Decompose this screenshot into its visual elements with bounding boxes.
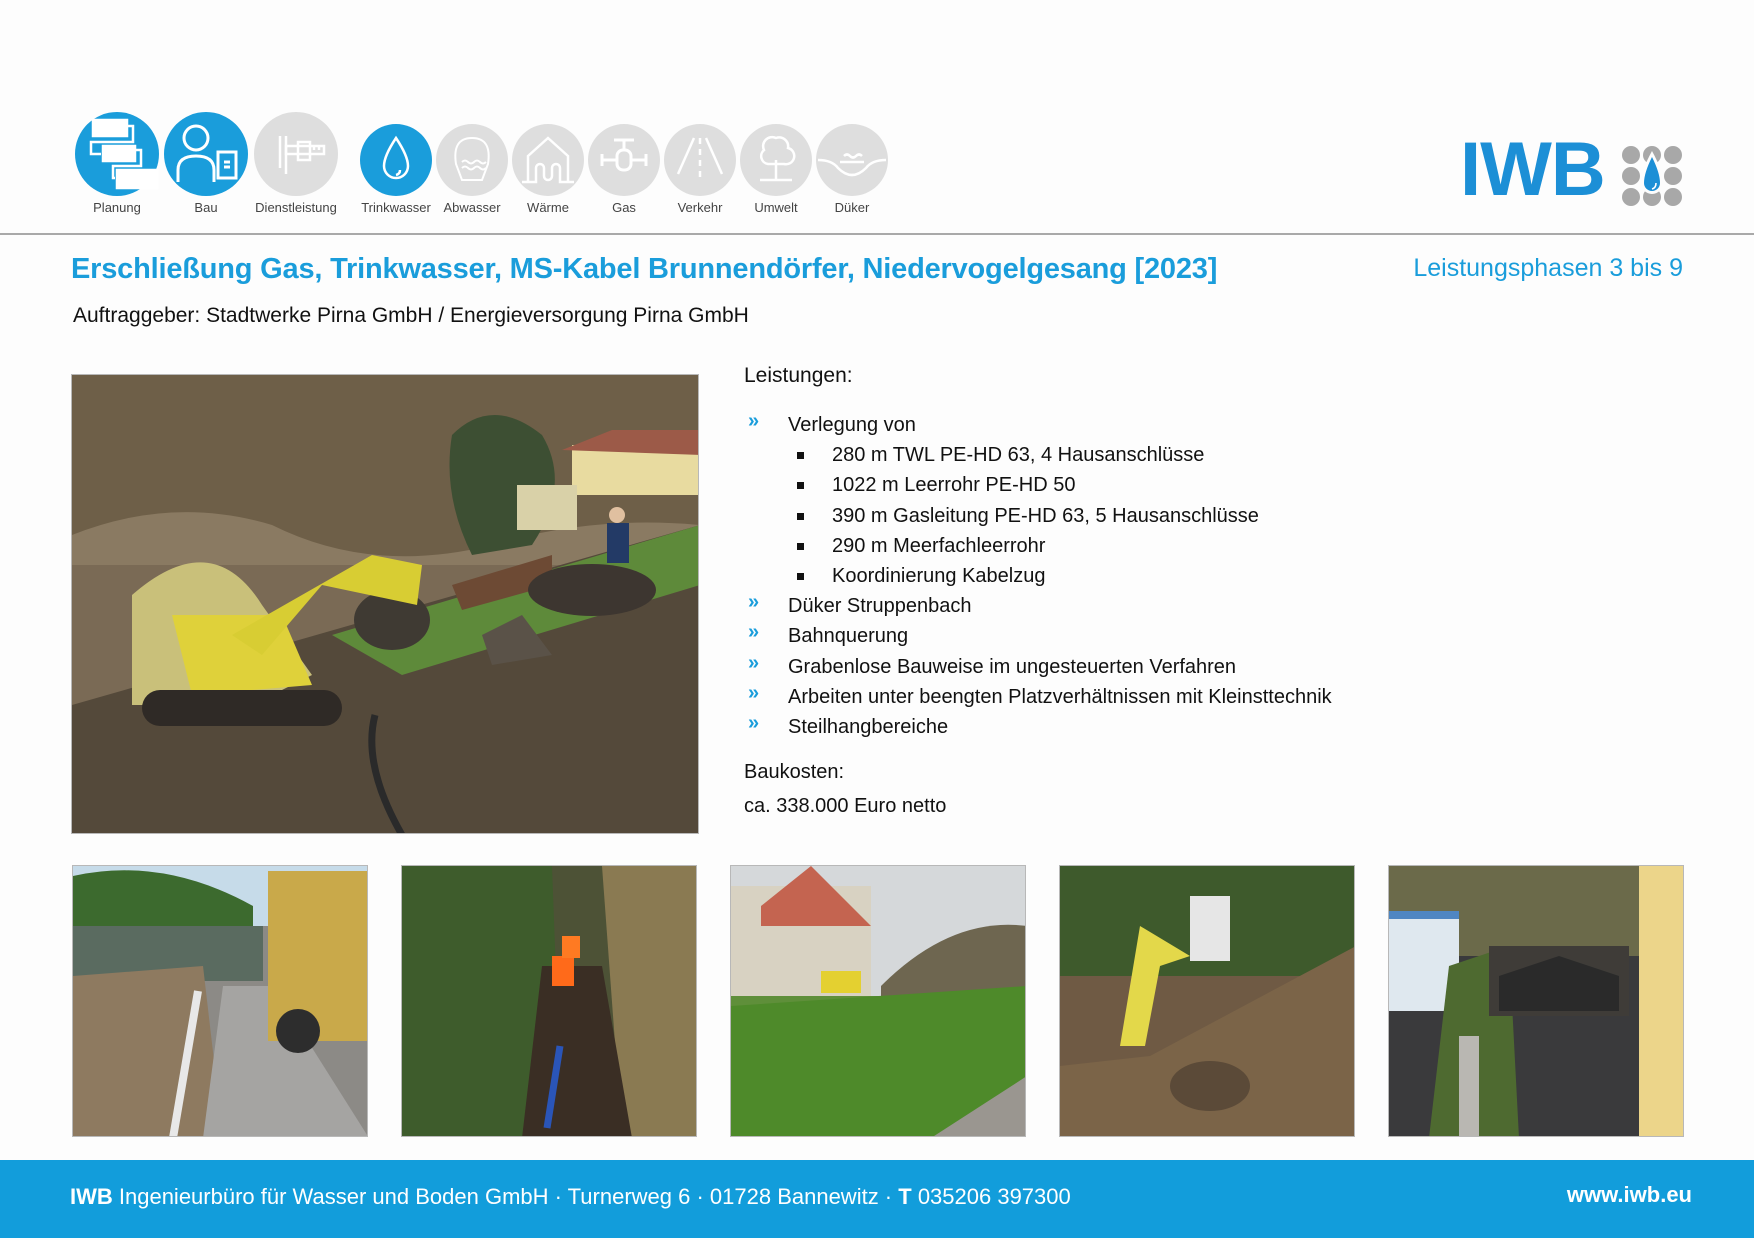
category-label: Gas	[612, 200, 636, 215]
category-label: Verkehr	[677, 200, 723, 215]
category-label: Dienstleistung	[255, 200, 337, 215]
category-label: Düker	[834, 200, 870, 215]
thumb-photo	[401, 865, 697, 1137]
list-item: » Grabenlose Bauweise im ungesteuerten Verfahren	[744, 652, 1332, 682]
tree-icon	[740, 124, 812, 196]
services-list	[744, 410, 1332, 742]
double-chevron-icon: »	[748, 712, 760, 735]
water-drop-grid-icon	[1621, 145, 1683, 207]
gas-valve-icon	[588, 124, 660, 196]
square-bullet-icon	[797, 543, 804, 550]
category-label: Planung	[93, 200, 141, 215]
costs-value: ca. 338.000 Euro netto	[744, 795, 947, 817]
list-item: » Bahnquerung	[744, 621, 1332, 651]
water-drop-icon	[360, 124, 432, 196]
service-phases: Leistungsphasen 3 bis 9	[1413, 254, 1683, 282]
client-line: Auftraggeber: Stadtwerke Pirna GmbH / Energieversorgung Pirna GmbH	[73, 304, 749, 327]
person-book-icon	[164, 112, 248, 196]
square-bullet-icon	[797, 482, 804, 489]
category-label: Wärme	[527, 200, 569, 215]
sub-list-item: Koordinierung Kabelzug	[744, 561, 1332, 591]
costs-heading: Baukosten:	[744, 761, 845, 783]
header-divider	[0, 233, 1754, 235]
square-bullet-icon	[797, 513, 804, 520]
sub-list-item: 280 m TWL PE-HD 63, 4 Hausanschlüsse	[744, 440, 1332, 470]
main-photo	[71, 374, 699, 834]
thumb-photo	[1059, 865, 1355, 1137]
logo-wordmark: IWB	[1460, 127, 1605, 212]
caliper-icon	[254, 112, 338, 196]
category-label: Trinkwasser	[361, 200, 431, 215]
double-chevron-icon: »	[748, 591, 760, 614]
category-abwasser	[436, 124, 508, 215]
category-planung	[75, 112, 159, 215]
footer-address: IWB Ingenieurbüro für Wasser und Boden GmbH · Turnerweg 6 · 01728 Bannewitz · T 035206 397300	[70, 1184, 1071, 1209]
double-chevron-icon: »	[748, 410, 760, 432]
thumb-photo	[72, 865, 368, 1137]
square-bullet-icon	[797, 573, 804, 580]
category-bau	[164, 112, 248, 215]
services-heading: Leistungen:	[744, 364, 853, 387]
culvert-icon	[816, 124, 888, 196]
category-trinkwasser	[360, 124, 432, 215]
category-label: Umwelt	[754, 200, 798, 215]
list-item: » Arbeiten unter beengten Platzverhältnissen mit Kleinsttechnik	[744, 682, 1332, 712]
road-icon	[664, 124, 736, 196]
category-umwelt	[740, 124, 812, 215]
category-label: Bau	[194, 200, 218, 215]
footer-bar	[0, 1160, 1754, 1238]
house-heating-icon	[512, 124, 584, 196]
sub-list-item: 390 m Gasleitung PE-HD 63, 5 Hausanschlüsse	[744, 501, 1332, 531]
thumb-photo	[1388, 865, 1684, 1137]
category-gas	[588, 124, 660, 215]
website-link[interactable]: www.iwb.eu	[1566, 1182, 1692, 1207]
list-item: » Verlegung von	[744, 410, 1332, 440]
category-dienstleistung	[254, 112, 338, 215]
square-bullet-icon	[797, 452, 804, 459]
list-item: » Düker Struppenbach	[744, 591, 1332, 621]
planning-flow-icon	[75, 112, 159, 196]
list-item: » Steilhangbereiche	[744, 712, 1332, 742]
category-label: Abwasser	[443, 200, 501, 215]
category-dueker	[816, 124, 888, 215]
sub-list-item: 1022 m Leerrohr PE-HD 50	[744, 470, 1332, 500]
sub-list-item: 290 m Meerfachleerrohr	[744, 531, 1332, 561]
thumb-photo	[730, 865, 1026, 1137]
category-verkehr	[664, 124, 736, 215]
double-chevron-icon: »	[748, 621, 760, 644]
double-chevron-icon: »	[748, 681, 760, 704]
category-waerme	[512, 124, 584, 215]
project-title: Erschließung Gas, Trinkwasser, MS-Kabel Brunnendörfer, Niedervogelgesang [2023]	[71, 253, 1218, 285]
sewer-tank-icon	[436, 124, 508, 196]
double-chevron-icon: »	[748, 651, 760, 674]
